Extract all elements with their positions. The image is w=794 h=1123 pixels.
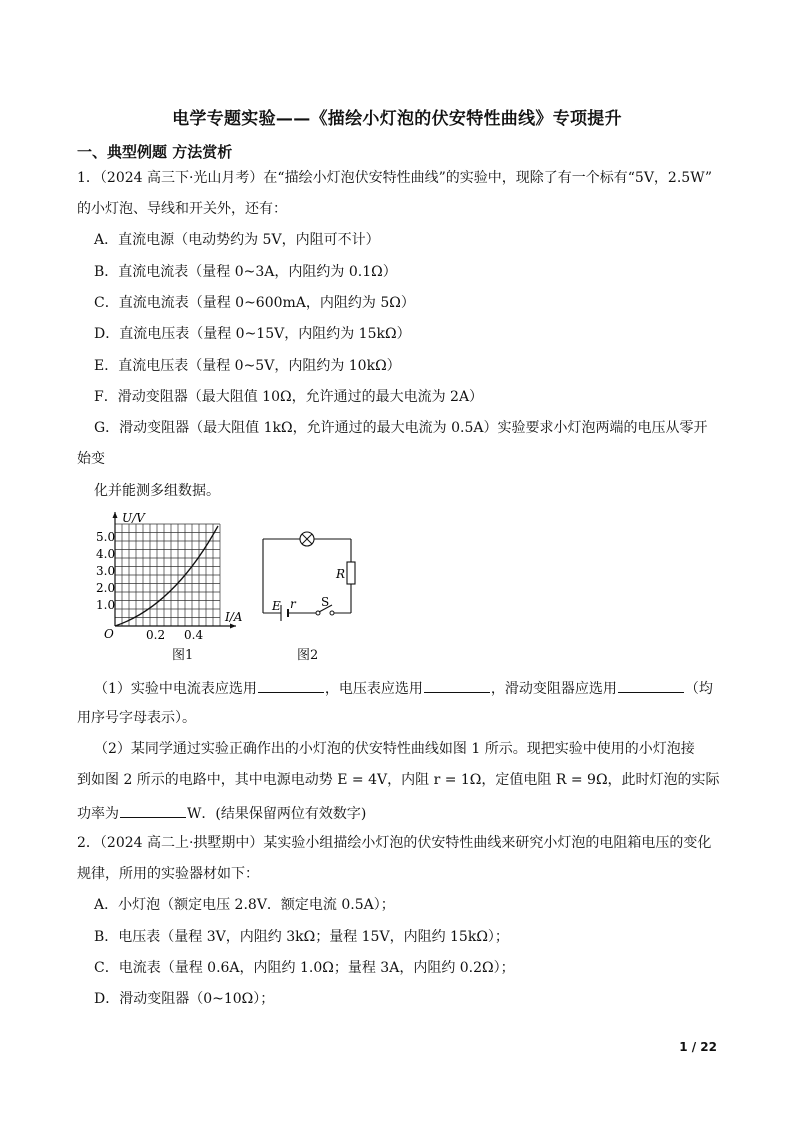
- origin-label: O: [104, 627, 114, 641]
- y-tick-3: 3.0: [96, 564, 116, 578]
- answer-blank-voltmeter[interactable]: [424, 677, 490, 693]
- q2-option-a: A．小灯泡（额定电压 2.8V．额定电流 0.5A）；: [94, 897, 395, 913]
- q1-option-b: B．直流电流表（量程 0~3A，内阻约为 0.1Ω）: [94, 264, 397, 280]
- y-tick-4: 4.0: [96, 547, 116, 561]
- q1-sub2-line-2: 到如图 2 所示的电路中，其中电源电动势 E = 4V，内阻 r = 1Ω，定值电阻 R = 9Ω，此时灯泡的实际: [77, 772, 720, 788]
- label-r-resistor: R: [336, 567, 346, 581]
- label-s: S: [321, 595, 330, 609]
- section-heading: 一、典型例题 方法赏析: [77, 143, 233, 161]
- label-internal-r: r: [290, 597, 296, 611]
- lamp-symbol: [300, 532, 314, 546]
- q1-sub1-text-a: （1）实验中电流表应选用: [94, 681, 257, 697]
- page-number: 1 / 22: [679, 1040, 717, 1054]
- q1-option-e: E．直流电压表（量程 0~5V，内阻约为 10kΩ）: [94, 358, 401, 374]
- y-tick-2: 2.0: [96, 581, 116, 595]
- resistor-symbol: [347, 562, 355, 584]
- answer-blank-ammeter[interactable]: [258, 677, 324, 693]
- q1-stem-line-1: 1．（2024 高三下·光山月考）在“描绘小灯泡伏安特性曲线”的实验中，现除了有一个标有“5V，2.5W”: [77, 170, 712, 186]
- q1-sub1-text-c: ，滑动变阻器应选用: [490, 681, 617, 697]
- q1-option-f: F．滑动变阻器（最大阻值 10Ω，允许通过的最大电流为 2A）: [94, 389, 484, 405]
- q1-sub2-text-a: 功率为: [77, 806, 119, 822]
- y-axis-label: U/V: [122, 511, 145, 525]
- answer-blank-power[interactable]: [120, 802, 186, 818]
- battery-symbol: [281, 605, 288, 621]
- y-tick-1: 1.0: [96, 598, 116, 612]
- figure-2-circuit: [258, 526, 362, 622]
- label-e: E: [272, 599, 281, 613]
- q2-option-c: C．电流表（量程 0.6A，内阻约 1.0Ω；量程 3A，内阻约 0.2Ω）；: [94, 960, 515, 976]
- q1-sub1-line-2: 用序号字母表示）。: [77, 710, 196, 726]
- q1-stem-line-2: 的小灯泡、导线和开关外，还有：: [77, 201, 287, 217]
- figure-1-caption: 图1: [172, 648, 194, 663]
- x-axis-label: I/A: [225, 610, 243, 624]
- x-tick-0-2: 0.2: [146, 628, 166, 642]
- q1-sub2-text-b: W．(结果保留两位有效数字): [187, 806, 367, 822]
- q1-continuation-1: 始变: [77, 451, 105, 467]
- q1-continuation-2: 化并能测多组数据。: [94, 483, 220, 499]
- q1-option-d: D．直流电压表（量程 0~15V，内阻约为 15kΩ）: [94, 326, 411, 342]
- q1-sub1-line-1: [94, 677, 713, 699]
- figure-1-ui-graph: [96, 508, 246, 642]
- q1-sub1-text-d: （均: [684, 681, 713, 697]
- x-tick-0-4: 0.4: [184, 628, 204, 642]
- q2-stem-line-1: 2．（2024 高二上·拱墅期中）某实验小组描绘小灯泡的伏安特性曲线来研究小灯泡的电阻箱电压的变化: [77, 835, 712, 851]
- q1-sub1-text-b: ，电压表应选用: [324, 681, 423, 697]
- answer-blank-rheostat[interactable]: [618, 677, 684, 693]
- q2-option-b: B．电压表（量程 3V，内阻约 3kΩ；量程 15V，内阻约 15kΩ）；: [94, 929, 509, 945]
- q1-option-c: C．直流电流表（量程 0~600mA，内阻约为 5Ω）: [94, 295, 415, 311]
- q1-sub2-line-3: [77, 802, 366, 824]
- y-tick-5: 5.0: [96, 530, 116, 544]
- page-title: 电学专题实验——《描绘小灯泡的伏安特性曲线》专项提升: [172, 109, 622, 129]
- q1-sub2-line-1: （2）某同学通过实验正确作出的小灯泡的伏安特性曲线如图 1 所示。现把实验中使用的小灯泡接: [94, 741, 695, 757]
- q2-option-d: D．滑动变阻器（0~10Ω）；: [94, 991, 275, 1007]
- q1-option-g: G．滑动变阻器（最大阻值 1kΩ，允许通过的最大电流为 0.5A）实验要求小灯泡两端的电压从零开: [94, 420, 708, 436]
- figure-2-caption: 图2: [297, 648, 319, 663]
- q1-option-a: A．直流电源（电动势约为 5V，内阻可不计）: [94, 232, 380, 248]
- q2-stem-line-2: 规律，所用的实验器材如下：: [77, 866, 259, 882]
